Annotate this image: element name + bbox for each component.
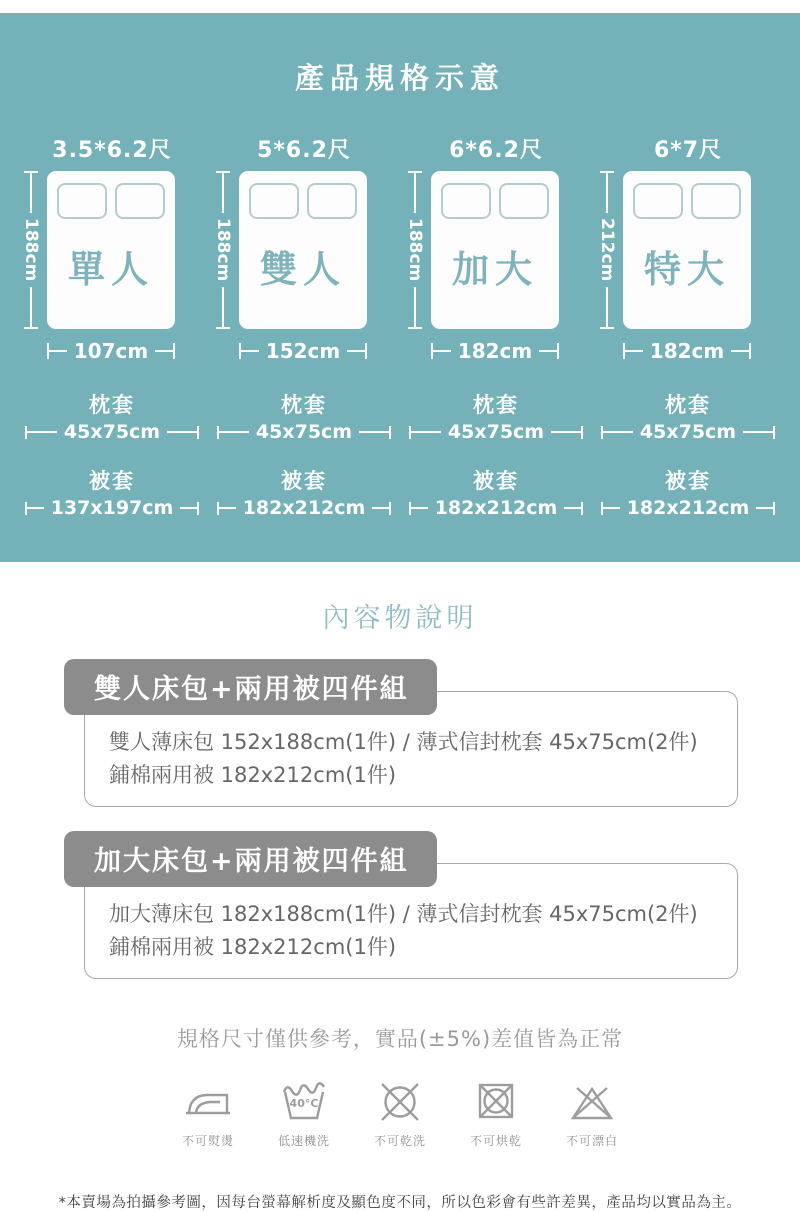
pillows (239, 171, 367, 219)
pillows (623, 171, 751, 219)
ruler-cap (773, 502, 775, 515)
no-bleach-icon (568, 1077, 616, 1125)
ruler-line (756, 507, 773, 509)
ruler-cap (216, 327, 230, 329)
ruler-line (603, 431, 633, 433)
care-item (460, 1077, 532, 1149)
set-detail-line: 鋪棉兩用被 182x212cm(1件) (109, 935, 397, 959)
ruler-line (27, 431, 57, 433)
width-ruler (431, 339, 559, 363)
ruler-line (27, 507, 44, 509)
bed-name: 特大 (644, 248, 730, 291)
ruler-cap (365, 343, 367, 359)
pillow-icon (115, 183, 165, 219)
bed-illustration (47, 171, 175, 329)
ruler-line (30, 287, 32, 327)
duvet-size-ruler (25, 497, 199, 519)
ruler-line (606, 287, 608, 327)
ruler-line (219, 507, 236, 509)
bottom-disclaimer: *本賣場為拍攝參考圖，因每台螢幕解析度及顯色度不同，所以色彩會有些許差異，產品均以實品為主。 (58, 1195, 742, 1211)
machine-wash-40-icon (280, 1077, 328, 1125)
duvet-size-ruler (409, 497, 583, 519)
ruler-line (551, 431, 581, 433)
bed-column-king (592, 133, 784, 519)
bed-height-label: 188cm (405, 218, 425, 282)
duvet-cover-label: 被套 (473, 469, 519, 493)
ruler-line (222, 287, 224, 327)
care-item (268, 1077, 340, 1149)
pillowcase-label: 枕套 (473, 393, 519, 417)
ruler-line (411, 431, 441, 433)
ruler-line (414, 287, 416, 327)
care-item (172, 1077, 244, 1149)
ruler-line (603, 507, 620, 509)
ruler-line (241, 350, 259, 352)
pillow-icon (307, 183, 357, 219)
width-ruler (47, 339, 175, 363)
ruler-line (414, 173, 416, 213)
pillowcase-size-ruler (601, 421, 775, 443)
no-dry-clean-icon (376, 1077, 424, 1125)
bed-column-double (208, 133, 400, 519)
ruler-line (180, 507, 197, 509)
pillowcase-size: 45x75cm (639, 421, 737, 443)
bed-width-label: 107cm (73, 339, 149, 363)
ruler-line (222, 173, 224, 213)
contents-section (0, 562, 800, 1212)
height-ruler (599, 171, 615, 329)
ruler-cap (197, 502, 199, 515)
pillowcase-label: 枕套 (281, 393, 327, 417)
ruler-line (433, 350, 451, 352)
bed-height-label: 188cm (21, 218, 41, 282)
ruler-cap (749, 343, 751, 359)
ruler-cap (389, 502, 391, 515)
ruler-line (359, 431, 389, 433)
duvet-cover-label: 被套 (89, 469, 135, 493)
bed-name: 雙人 (260, 248, 346, 291)
width-ruler (623, 339, 751, 363)
set-detail-line: 加大薄床包 182x188cm(1件) / 薄式信封枕套 45x75cm(2件) (109, 902, 698, 926)
duvet-size-ruler (601, 497, 775, 519)
bed-name: 單人 (68, 248, 154, 291)
bed-illustration (623, 171, 751, 329)
bed-name: 加大 (452, 248, 538, 291)
ruler-cap (389, 426, 391, 439)
care-symbols-row (0, 1077, 800, 1149)
bed-diagram (215, 171, 400, 329)
care-label: 不可熨燙 (181, 1134, 234, 1148)
no-iron-icon (184, 1077, 232, 1125)
bed-diagram (599, 171, 784, 329)
pillowcase-label: 枕套 (665, 393, 711, 417)
pillowcase-size-ruler (25, 421, 199, 443)
duvet-size: 137x197cm (50, 497, 174, 519)
duvet-size-ruler (217, 497, 391, 519)
ruler-line (731, 350, 749, 352)
set-block-queen (64, 831, 738, 979)
duvet-cover-label: 被套 (281, 469, 327, 493)
height-ruler (23, 171, 39, 329)
ruler-line (743, 431, 773, 433)
care-item (364, 1077, 436, 1149)
bed-size-label: 6*6.2尺 (449, 138, 543, 163)
ruler-line (347, 350, 365, 352)
care-label: 不可乾洗 (373, 1134, 426, 1148)
bed-size-label: 3.5*6.2尺 (52, 138, 172, 163)
ruler-line (606, 173, 608, 213)
ruler-cap (24, 327, 38, 329)
pillow-icon (499, 183, 549, 219)
pillow-icon (441, 183, 491, 219)
pillowcase-size: 45x75cm (447, 421, 545, 443)
pillowcase-size: 45x75cm (255, 421, 353, 443)
pillow-icon (249, 183, 299, 219)
ruler-cap (197, 426, 199, 439)
no-tumble-dry-icon (472, 1077, 520, 1125)
set-detail-line: 鋪棉兩用被 182x212cm(1件) (109, 763, 397, 787)
tolerance-note: 規格尺寸僅供參考，實品(±5%)差值皆為正常 (176, 1027, 624, 1051)
bed-diagram (407, 171, 592, 329)
duvet-size: 182x212cm (626, 497, 750, 519)
ruler-cap (173, 343, 175, 359)
ruler-line (167, 431, 197, 433)
ruler-cap (581, 426, 583, 439)
ruler-line (155, 350, 173, 352)
pillowcase-label: 枕套 (89, 393, 135, 417)
ruler-line (539, 350, 557, 352)
pillow-icon (57, 183, 107, 219)
ruler-cap (600, 327, 614, 329)
care-item (556, 1077, 628, 1149)
bed-column-single (16, 133, 208, 519)
width-ruler (239, 339, 367, 363)
ruler-line (372, 507, 389, 509)
bed-height-label: 188cm (213, 218, 233, 282)
duvet-size: 182x212cm (434, 497, 558, 519)
set-block-double (64, 659, 738, 807)
bed-illustration (239, 171, 367, 329)
duvet-size: 182x212cm (242, 497, 366, 519)
bed-width-label: 182cm (457, 339, 533, 363)
care-label: 低速機洗 (277, 1134, 330, 1148)
care-label: 不可烘乾 (469, 1134, 522, 1148)
bed-illustration (431, 171, 559, 329)
ruler-cap (581, 502, 583, 515)
ruler-line (49, 350, 67, 352)
pillowcase-size: 45x75cm (63, 421, 161, 443)
set-header: 加大床包+兩用被四件組 (64, 831, 437, 887)
ruler-cap (773, 426, 775, 439)
bed-size-label: 6*7尺 (653, 138, 723, 163)
height-ruler (215, 171, 231, 329)
bed-diagrams-row (16, 133, 784, 519)
contents-section-title: 內容物說明 (322, 603, 478, 634)
bed-width-label: 182cm (649, 339, 725, 363)
set-header: 雙人床包+兩用被四件組 (64, 659, 437, 715)
ruler-cap (408, 327, 422, 329)
pillows (431, 171, 559, 219)
care-label: 不可漂白 (565, 1134, 618, 1148)
bed-size-label: 5*6.2尺 (257, 138, 351, 163)
pillowcase-size-ruler (217, 421, 391, 443)
bed-height-label: 212cm (597, 218, 617, 282)
height-ruler (407, 171, 423, 329)
set-detail-line: 雙人薄床包 152x188cm(1件) / 薄式信封枕套 45x75cm(2件) (109, 730, 698, 754)
ruler-line (30, 173, 32, 213)
ruler-line (411, 507, 428, 509)
ruler-line (564, 507, 581, 509)
pillows (47, 171, 175, 219)
bed-width-label: 152cm (265, 339, 341, 363)
spec-section (0, 13, 800, 562)
duvet-cover-label: 被套 (665, 469, 711, 493)
ruler-line (625, 350, 643, 352)
spec-section-title: 產品規格示意 (294, 61, 505, 95)
ruler-line (219, 431, 249, 433)
top-white-strip (0, 0, 800, 13)
wash-temp-label: 40°C (289, 1097, 319, 1110)
bed-column-queen (400, 133, 592, 519)
pillow-icon (691, 183, 741, 219)
bed-diagram (23, 171, 208, 329)
pillowcase-size-ruler (409, 421, 583, 443)
ruler-cap (557, 343, 559, 359)
pillow-icon (633, 183, 683, 219)
